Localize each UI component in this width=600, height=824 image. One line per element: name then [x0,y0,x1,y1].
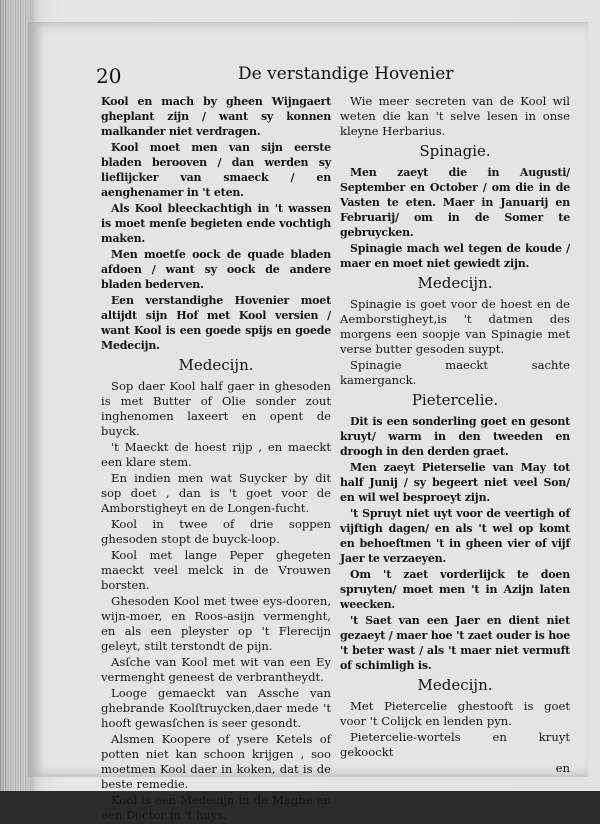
paragraph: Spinagie is goet voor de hoest en de Aemborstigheyt,is 't datmen des morgens een soopje van Spinagie met verse butter gesoden suypt. [340,297,570,356]
catchword: en [555,761,570,775]
paragraph: Dit is een sonderling goet en gesont kruyt/ warm in den tweeden en droogh in den derden graet. [340,415,570,458]
paragraph: Men moetſe oock de quade bladen afdoen / want sy oock de andere bladen bederven. [101,248,331,291]
left-column [101,94,331,824]
paragraph: Om 't zaet vorderlijck te doen spruyten/ moet men 't in Azijn laten weecken. [340,568,570,611]
paragraph: Spinagie mach wel tegen de koude / maer en moet niet gewiedt zijn. [340,242,570,270]
paragraph: 't Spruyt niet uyt voor de veertigh of vijftigh dagen/ en als 't wel op komt en behoeftmen 't in gheen vier of vijf Jaer te verzaeyen. [340,507,570,565]
paragraph: Men zaeyt Pieterselie van May tot half Junij / sy begeert niet veel Son/ en wil wel besproeyt zijn. [340,461,570,504]
paragraph: Asſche van Kool met wit van een Ey vermenght geneest de verbrantheydt. [101,655,331,684]
page-header [96,64,566,90]
right-column [340,94,570,777]
paragraph: Kool met lange Peper ghegeten maeckt veel melck in de Vrouwen borsten. [101,548,331,592]
running-title: De verstandige Hovenier [238,64,454,84]
paragraph: Als Kool bleeckachtigh in 't wassen is moet menſe begieten ende vochtigh maken. [101,202,331,245]
paragraph: Met Pietercelie ghestooft is goet voor 't Colijck en lenden pyn. [340,699,570,728]
section-heading: Spinagie. [419,142,491,160]
paragraph: Alsmen Koopere of ysere Ketels of potten niet kan schoon krijgen , soo moetmen Kool daer in koken, dat is de beste remedie. [101,732,331,791]
paragraph: Kool in twee of drie soppen ghesoden stopt de buyck-loop. [101,517,331,546]
paragraph: Een verstandighe Hovenier moet altijdt sijn Hof met Kool versien / want Kool is een goede spijs en goede Medecijn. [101,294,331,352]
section-heading: Medecijn. [417,274,493,292]
paragraph: 't Saet van een Jaer en dient niet gezaeyt / maer hoe 't zaet ouder is hoe 't beter wast / als 't maer niet vermuft of schimligh is. [340,614,570,672]
section-heading: Medecijn. [178,356,254,374]
paragraph: Kool is een Medecijn in de Maghe en een Doctor in 't huys. [101,793,331,822]
paragraph: Pietercelie-wortels en kruyt gekoockt [340,730,570,759]
paragraph: Sop daer Kool half gaer in ghesoden is met Butter of Olie sonder zout inghenomen laxeert en opent de buyck. [101,379,331,438]
paragraph: Looge gemaeckt van Assche van ghebrande Koolſtruycken,daer mede 't hooft gewasſchen is seer gesondt. [101,686,331,730]
section-heading: Medecijn. [417,676,493,694]
paragraph: En indien men wat Suycker by dit sop doet , dan is 't goet voor de Amborstigheyt en de Longen-fucht. [101,471,331,515]
paragraph: Spinagie maeckt sachte kamerganck. [340,358,570,387]
page-number: 20 [96,64,122,88]
section-heading: Pietercelie. [411,391,499,409]
paragraph: Ghesoden Kool met twee eys-dooren, wijn-moer, en Roos-asijn vermenght, en als een pleyster op 't Flerecijn geleyt, stilt terstondt de pijn. [101,594,331,653]
paragraph: Men zaeyt die in Augusti/ September en October / om die in de Vasten te eten. Maer in Januarij en Februarij/ om in de Somer te gebruycken. [340,166,570,239]
paragraph: Kool moet men van sijn eerste bladen berooven / dan werden sy lieflijcker van smaeck / en aenghenamer in 't eten. [101,141,331,199]
paragraph: Wie meer secreten van de Kool wil weten die kan 't selve lesen in onse kleyne Herbarius. [340,94,570,138]
paragraph: 't Maeckt de hoest rijp , en maeckt een klare stem. [101,440,331,469]
paragraph: Kool en mach by gheen Wijngaert gheplant zijn / want sy konnen malkander niet verdragen. [101,95,331,138]
